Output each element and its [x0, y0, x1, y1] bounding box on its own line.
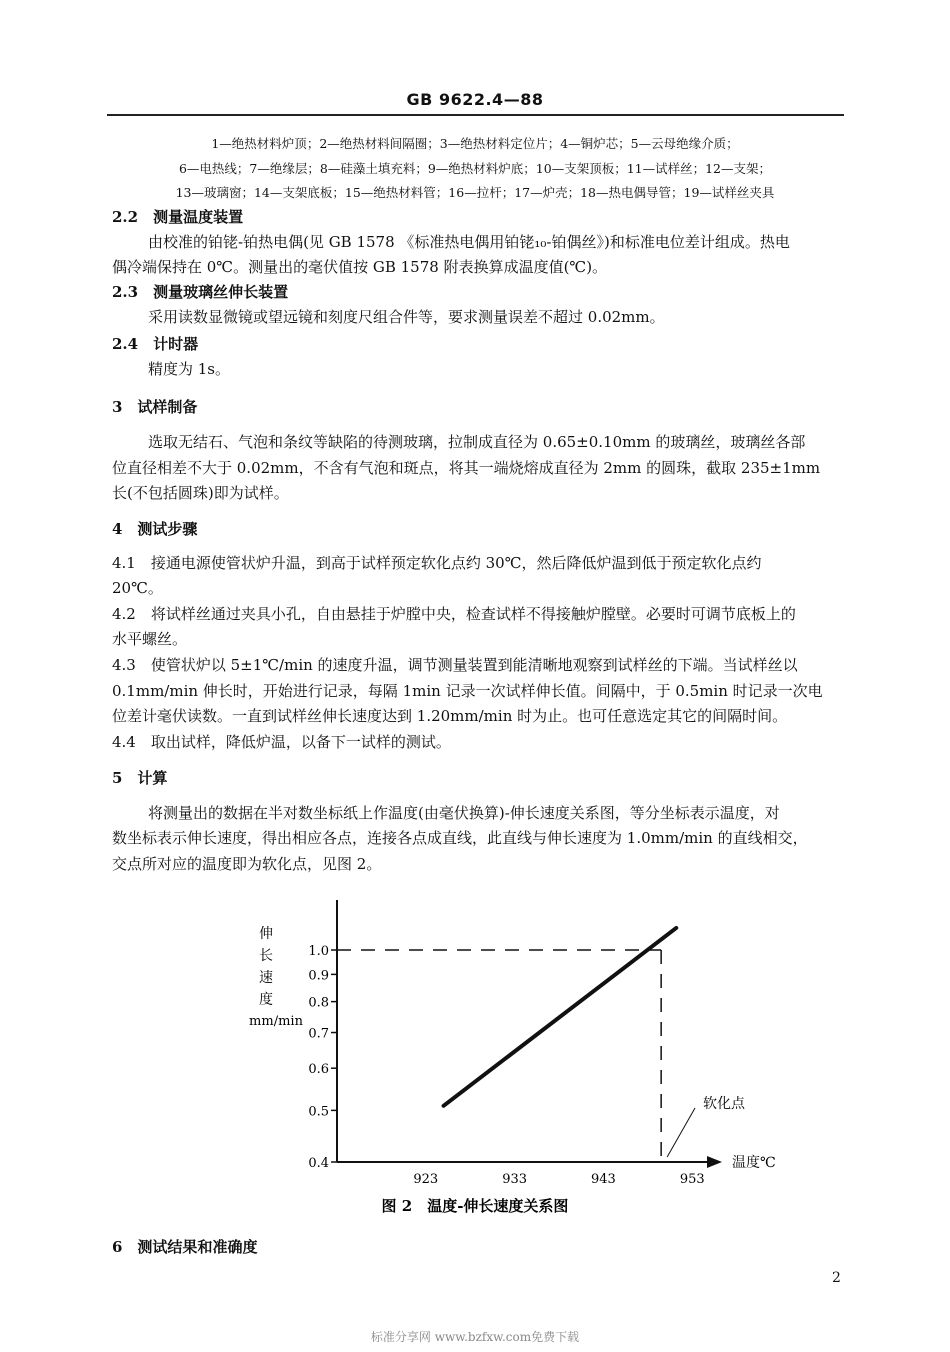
para-2-2-line-1: 由校准的铂铑-铂热电偶(见 GB 1578 《标准热电偶用铂铑₁₀-铂偶丝》)和标准电位差计组成。热电 [148, 233, 790, 251]
heading-6: 6 测试结果和准确度 [112, 1238, 258, 1256]
x-tick-label-2: 933 [502, 1172, 528, 1187]
y-tick-label-2: 0.9 [308, 968, 329, 984]
para-4-2-line-2: 水平螺丝。 [112, 630, 188, 648]
heading-2-3: 2.3 测量玻璃丝伸长装置 [112, 283, 289, 301]
heading-2-4: 2.4 计时器 [112, 335, 199, 353]
y-label-char-4: 度 [259, 992, 273, 1008]
chart-title: 图 2 温度-伸长速度关系图 [381, 1197, 569, 1215]
figure1-legend-line-2: 6—电热线；7—绝缘层；8—硅藻土填充料；9—绝热材料炉底；10—支架顶板；11—试样丝；12—支架； [178, 161, 772, 176]
para-3-line-1: 选取无结石、气泡和条纹等缺陷的待测玻璃，拉制成直径为 0.65±0.10mm 的玻璃丝，玻璃丝各部 [148, 433, 806, 451]
heading-4: 4 测试步骤 [112, 520, 198, 538]
heading-2-2: 2.2 测量温度装置 [112, 208, 244, 226]
para-4-3-line-1: 4.3 使管状炉以 5±1℃/min 的速度升温，调节测量装置到能清晰地观察到试样丝的下端。当试样丝以 [112, 656, 798, 674]
x-axis-label: 温度℃ [732, 1155, 776, 1171]
para-5-line-3: 交点所对应的温度即为软化点，见图 2。 [112, 855, 382, 873]
standard-code: GB 9622.4—88 [406, 90, 544, 109]
series-line-1 [444, 928, 677, 1106]
y-tick-label-1: 1.0 [308, 944, 329, 959]
y-tick-label-6: 0.5 [308, 1104, 329, 1120]
y-label-char-3: 速 [259, 970, 273, 986]
para-2-4-line-1: 精度为 1s。 [148, 360, 231, 378]
x-axis-arrow-icon [707, 1156, 722, 1168]
para-3-line-2: 位直径相差不大于 0.02mm，不含有气泡和斑点，将其一端烧熔成直径为 2mm 的圆珠，截取 235±1mm [112, 459, 821, 477]
para-4-3-line-2: 0.1mm/min 伸长时，开始进行记录，每隔 1min 记录一次试样伸长值。间隔中，于 0.5min 时记录一次电 [112, 682, 823, 700]
para-4-2-line-1: 4.2 将试样丝通过夹具小孔，自由悬挂于炉膛中央，检查试样不得接触炉膛壁。必要时可调节底板上的 [112, 605, 796, 623]
para-4-1-line-2: 20℃。 [112, 579, 163, 597]
para-4-4-line-1: 4.4 取出试样，降低炉温，以备下一试样的测试。 [112, 733, 451, 751]
header-rule [107, 114, 844, 116]
figure1-legend-line-1: 1—绝热材料炉顶；2—绝热材料间隔圈；3—绝热材料定位片；4—铜炉芯；5—云母绝缘介质； [211, 136, 739, 151]
figure1-legend-line-3: 13—玻璃窗；14—支架底板；15—绝热材料管；16—拉杆；17—炉壳；18—热电偶导管；19—试样丝夹具 [175, 185, 775, 200]
annotation-softening-point: 软化点 [703, 1096, 745, 1112]
y-tick-label-4: 0.7 [308, 1026, 329, 1042]
para-5-line-2: 数坐标表示伸长速度，得出相应各点，连接各点成直线，此直线与伸长速度为 1.0mm/min 的直线相交， [112, 829, 808, 847]
y-label-char-2: 长 [259, 948, 273, 964]
x-tick-label-1: 923 [413, 1172, 439, 1187]
heading-3: 3 试样制备 [112, 398, 198, 416]
y-tick-label-3: 0.8 [308, 995, 329, 1011]
y-tick-label-7: 0.4 [308, 1156, 329, 1171]
x-tick-label-4: 953 [679, 1172, 705, 1187]
page-number: 2 [832, 1270, 841, 1286]
para-2-3-line-1: 采用读数显微镜或望远镜和刻度尺组合件等，要求测量误差不超过 0.02mm。 [148, 308, 665, 326]
x-tick-label-3: 943 [591, 1172, 616, 1187]
para-4-1-line-1: 4.1 接通电源使管状炉升温，到高于试样预定软化点约 30℃，然后降低炉温到低于预定软化点约 [112, 554, 762, 572]
para-5-line-1: 将测量出的数据在半对数坐标纸上作温度(由毫伏换算)-伸长速度关系图，等分坐标表示温度，对 [148, 804, 780, 822]
site-footer: 标准分享网 www.bzfxw.com免费下载 [370, 1330, 580, 1344]
para-2-2-line-2: 偶冷端保持在 0℃。测量出的毫伏值按 GB 1578 附表换算成温度值(℃)。 [112, 258, 608, 276]
figure-2-chart [0, 880, 950, 1220]
para-3-line-3: 长(不包括圆珠)即为试样。 [112, 484, 289, 502]
annotation-leader [667, 1108, 695, 1157]
y-label-char-1: 伸 [259, 926, 273, 942]
para-4-3-line-3: 位差计毫伏读数。一直到试样丝伸长速度达到 1.20mm/min 时为止。也可任意选定其它的间隔时间。 [112, 707, 788, 725]
y-label-unit: mm/min [249, 1014, 303, 1029]
heading-5: 5 计算 [112, 769, 168, 787]
y-tick-label-5: 0.6 [308, 1062, 329, 1078]
